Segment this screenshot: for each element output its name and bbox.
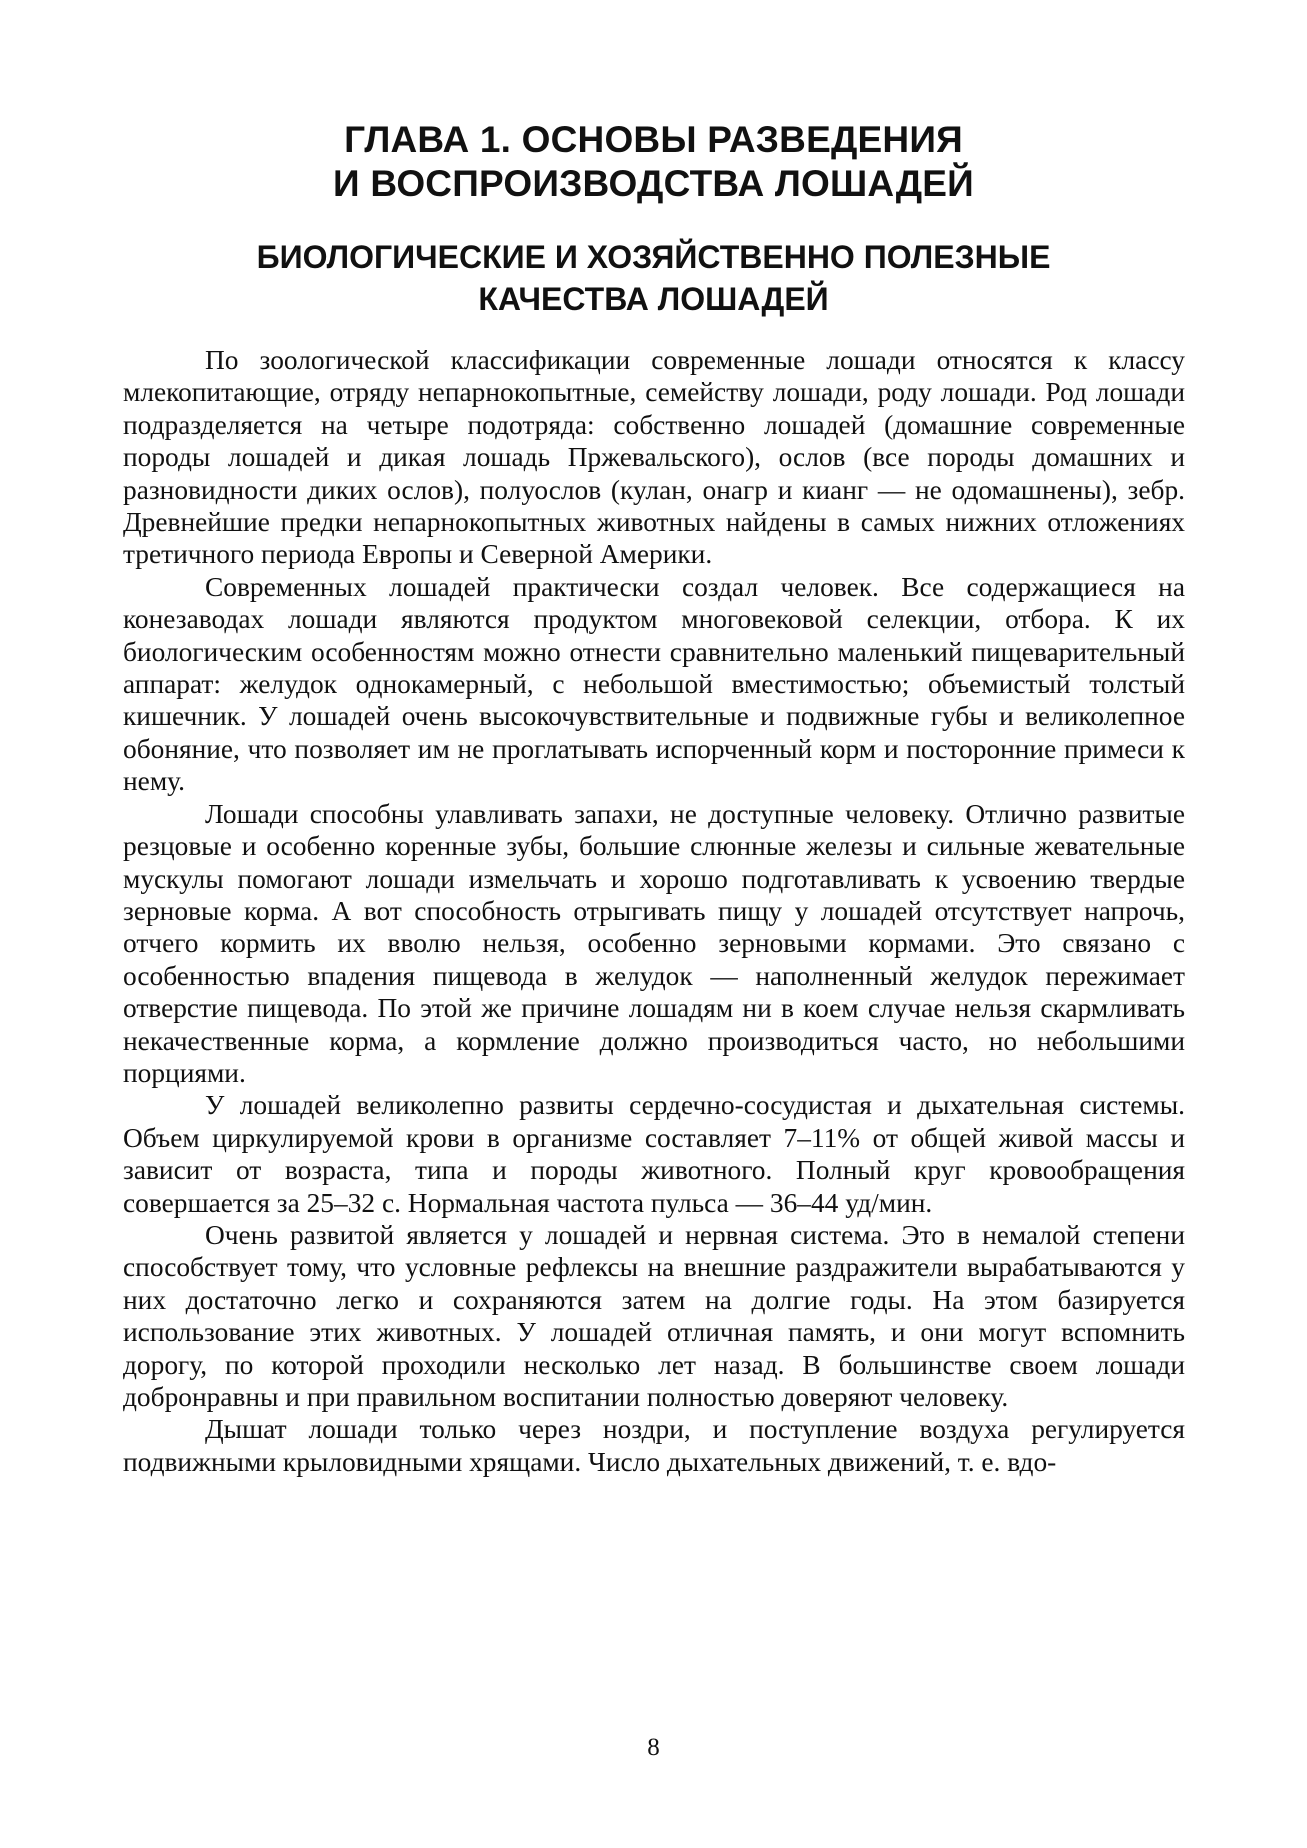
paragraph-smell-teeth: Лошади способны улавливать запахи, не доступные человеку. Отлично развитые резцовые и особенно коренные зубы, большие слюнные железы и сильные жевательные мускулы помогают лошади измельчать и хорошо подготавливать к усвоению твердые зерновые корма. А вот способность отрыгивать пищу у лошадей отсутствует напрочь, отчего кормить их вволю нельзя, особенно зерновыми кормами. Это связано с особенностью впадения пищевода в желудок — наполненный желудок пережимает отверстие пищевода. По этой же причине лошадям ни в коем случае нельзя скармливать некачественные корма, а кормление должно производиться часто, но небольшими порциями. <box>123 798 1185 1088</box>
body-text <box>123 344 1185 1478</box>
section-title <box>120 236 1187 320</box>
chapter-title-line-2: И ВОСПРОИЗВОДСТВА ЛОШАДЕЙ <box>333 163 974 204</box>
section-title-line-1: БИОЛОГИЧЕСКИЕ И ХОЗЯЙСТВЕННО ПОЛЕЗНЫЕ <box>256 239 1051 275</box>
paragraph-digestion: Современных лошадей практически создал человек. Все содержащиеся на конезаводах лошади являются продуктом многовековой селекции, отбора. К их биологическим особенностям можно отнести сравнительно маленький пищеварительный аппарат: желудок однокамерный, с небольшой вместимостью; объемистый толстый кишечник. У лошадей очень высокочувствительные и подвижные губы и великолепное обоняние, что позволяет им не проглатывать испорченный корм и посторонние примеси к нему. <box>123 571 1185 797</box>
paragraph-nervous-system: Очень развитой является у лошадей и нервная система. Это в немалой степени способствует тому, что условные рефлексы на внешние раздражители вырабатываются у них достаточно легко и сохраняются затем на долгие годы. На этом базируется использование этих животных. У лошадей отличная память, и они могут вспомнить дорогу, по которой проходили несколько лет назад. В большинстве своем лошади добронравны и при правильном воспитании полностью доверяют человеку. <box>123 1219 1185 1412</box>
paragraph-breathing: Дышат лошади только через ноздри, и поступление воздуха регулируется подвижными крыловидными хрящами. Число дыхательных движений, т. е. вдо- <box>123 1414 1185 1477</box>
page-number: 8 <box>647 1734 660 1761</box>
chapter-title-line-1: ГЛАВА 1. ОСНОВЫ РАЗВЕДЕНИЯ <box>344 119 963 160</box>
paragraph-circulation: У лошадей великолепно развиты сердечно-сосудистая и дыхательная системы. Объем циркулируемой крови в организме составляет 7–11% от общей живой массы и зависит от возраста, типа и породы животного. Полный круг кровообращения совершается за 25–32 с. Нормальная частота пульса — 36–44 уд/мин. <box>123 1090 1185 1218</box>
paragraph-classification: По зоологической классификации современные лошади относятся к классу млекопитающие, отряду непарнокопытные, семейству лошади, роду лошади. Род лошади подразделяется на четыре подотряда: собственно лошадей (домашние современные породы лошадей и дикая лошадь Пржевальского), ослов (все породы домашних и разновидности диких ослов), полуослов (кулан, онагр и кианг — не одомашнены), зебр. Древнейшие предки непарнокопытных животных найдены в самых нижних отложениях третичного периода Европы и Северной Америки. <box>123 345 1185 570</box>
section-title-line-2: КАЧЕСТВА ЛОШАДЕЙ <box>478 281 829 317</box>
chapter-title <box>120 118 1187 206</box>
